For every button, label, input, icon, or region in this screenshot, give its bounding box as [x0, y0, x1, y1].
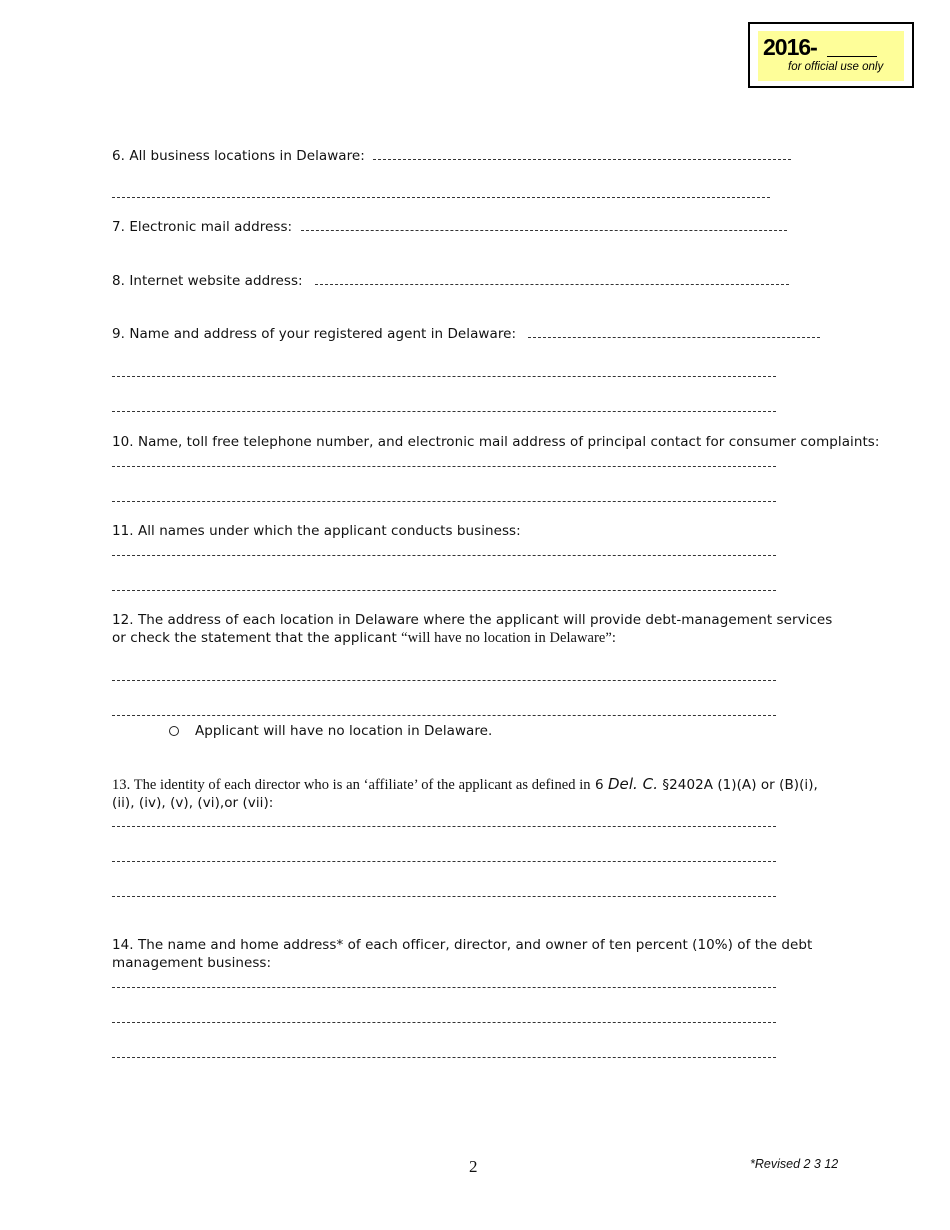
item-13-text-2: §2402A (1)(A) or (B)(i), (ii), (iv), (v), (vi),or (vii):	[112, 777, 818, 811]
item-9-field-line-3[interactable]	[112, 411, 776, 412]
official-year: 2016-	[763, 34, 817, 60]
item-13-field-line-1[interactable]	[112, 826, 776, 827]
item-13-text: 13. The identity of each director who is an ‘affiliate’ of the applicant as defined in	[112, 777, 591, 793]
no-location-radio[interactable]	[169, 726, 179, 736]
item-12-label	[112, 611, 840, 647]
item-6-field[interactable]	[373, 159, 791, 160]
item-12-text: 12. The address of each location in Delaware where the applicant will provide debt-management services or check the statement that the applicant	[112, 612, 833, 646]
item-11-field-line-1[interactable]	[112, 555, 776, 556]
item-12-quote: “will have no location in Delaware”:	[401, 630, 616, 646]
item-13-field-line-2[interactable]	[112, 861, 776, 862]
item-10-field-line-2[interactable]	[112, 501, 776, 502]
item-9-field-line-2[interactable]	[112, 376, 776, 377]
item-11-label: 11. All names under which the applicant conducts business:	[112, 523, 521, 539]
item-6-text: 6. All business locations in Delaware:	[112, 148, 365, 164]
item-9-text: 9. Name and address of your registered agent in Delaware:	[112, 326, 517, 342]
item-9-field[interactable]	[528, 337, 820, 338]
item-13-label	[112, 775, 832, 812]
page-number: 2	[469, 1157, 478, 1176]
item-10-label: 10. Name, toll free telephone number, and electronic mail address of principal contact for consumer complaints:	[112, 434, 880, 450]
item-14-field-line-1[interactable]	[112, 987, 776, 988]
item-14-label: 14. The name and home address* of each officer, director, and owner of ten percent (10%) of the debt management business:	[112, 937, 813, 971]
item-12-field-line-1[interactable]	[112, 680, 776, 681]
item-10-field-line-1[interactable]	[112, 466, 776, 467]
item-13-code: Del. C.	[607, 775, 659, 793]
item-6-field-line-2[interactable]	[112, 197, 770, 198]
item-13-field-line-3[interactable]	[112, 896, 776, 897]
item-13-code-number: 6	[594, 777, 604, 793]
item-9-label	[112, 326, 820, 342]
official-use-box	[748, 22, 914, 88]
item-14-field-line-3[interactable]	[112, 1057, 776, 1058]
item-14-field-line-2[interactable]	[112, 1022, 776, 1023]
item-12-field-line-2[interactable]	[112, 715, 776, 716]
item-7-text: 7. Electronic mail address:	[112, 219, 293, 235]
item-7-field[interactable]	[301, 230, 787, 231]
no-location-option-label: Applicant will have no location in Delaware.	[195, 723, 493, 739]
item-8-label	[112, 273, 789, 289]
item-7-label	[112, 219, 787, 235]
item-6-label	[112, 148, 791, 164]
item-8-field[interactable]	[315, 284, 789, 285]
official-number-blank[interactable]	[827, 56, 877, 57]
official-use-highlight	[758, 31, 904, 81]
official-use-note: for official use only	[788, 61, 884, 73]
revised-date: *Revised 2 3 12	[750, 1157, 839, 1171]
item-11-field-line-2[interactable]	[112, 590, 776, 591]
item-8-text: 8. Internet website address:	[112, 273, 303, 289]
